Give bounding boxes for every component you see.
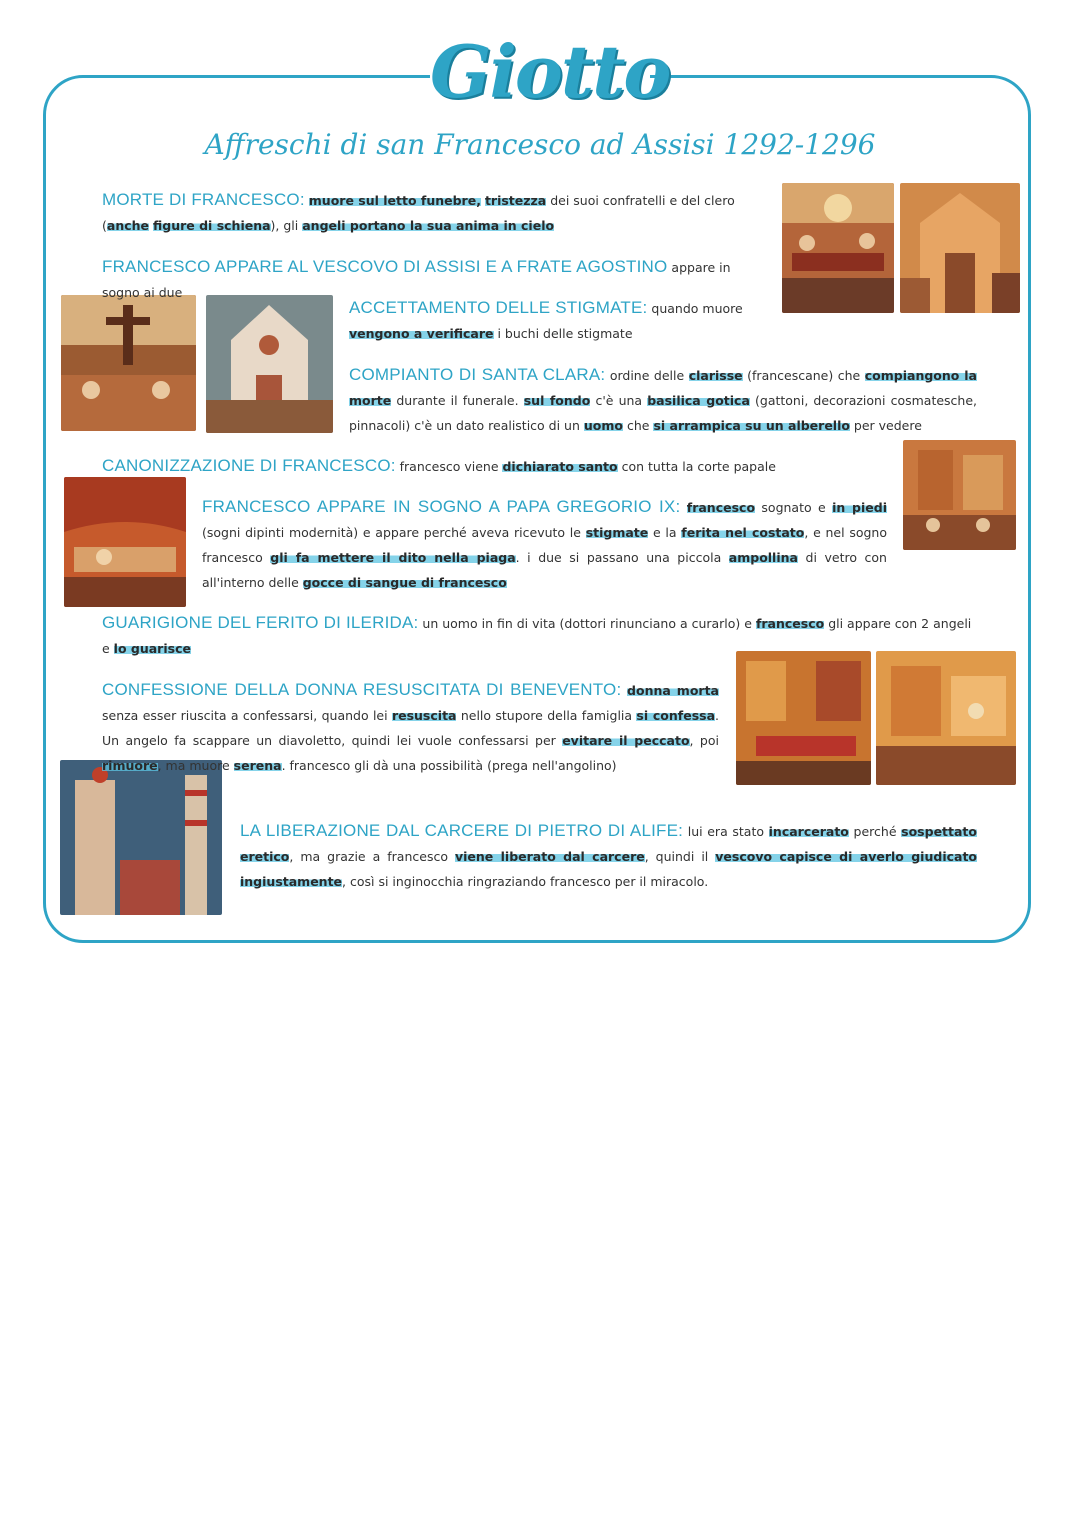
text: con tutta la corte papale	[617, 459, 776, 474]
text: e la	[648, 525, 682, 540]
text: durante il funerale.	[391, 393, 524, 408]
highlight: gli fa mettere il dito nella piaga	[270, 550, 516, 565]
text: ordine delle	[605, 368, 689, 383]
text: , ma muore	[157, 758, 234, 773]
fresco-liberazione-image	[60, 760, 222, 915]
text: c'è una	[590, 393, 648, 408]
text: , così si inginocchia ringraziando francesco per il miracolo.	[342, 874, 709, 889]
highlight: gocce di sangue di francesco	[302, 575, 507, 590]
highlight: dichiarato santo	[502, 459, 618, 474]
highlight: francesco	[686, 500, 756, 515]
highlight: stigmate	[585, 525, 649, 540]
text: , poi	[689, 733, 719, 748]
highlight: figure di schiena	[153, 218, 271, 233]
text: ), gli	[270, 218, 303, 233]
fresco-confessione-image	[876, 651, 1016, 785]
section-confessione	[102, 677, 719, 778]
fresco-clara-image	[206, 295, 333, 433]
heading-liberazione: LA LIBERAZIONE DAL CARCERE DI PIETRO DI ALIFE:	[240, 821, 684, 840]
highlight: angeli portano la sua anima in cielo	[302, 218, 555, 233]
text: perché	[848, 824, 902, 839]
text: . i due si passano una piccola	[515, 550, 729, 565]
fresco-canonizzazione-image	[903, 440, 1016, 550]
text: , ma grazie a francesco	[289, 849, 455, 864]
text: (gattoni, decorazioni cosmatesche, pinnacoli) c'è un dato realistico di un	[349, 393, 978, 433]
highlight: compiangono la morte	[349, 368, 977, 408]
highlight: francesco	[755, 616, 825, 631]
highlight: basilica gotica	[647, 393, 750, 408]
text: francesco viene	[395, 459, 503, 474]
highlight: evitare il peccato	[562, 733, 690, 748]
text: per vedere	[849, 418, 922, 433]
text: appare in sogno ai due	[102, 260, 731, 300]
highlight: anche	[106, 218, 150, 233]
text: (francescane) che	[742, 368, 865, 383]
text: . francesco gli dà una possibilità (prega nell'angolino)	[281, 758, 617, 773]
heading-morte: MORTE DI FRANCESCO:	[102, 190, 305, 209]
highlight: resuscita	[391, 708, 457, 723]
text: quando muore	[647, 301, 743, 316]
heading-guarigione: GUARIGIONE DEL FERITO DI ILERIDA:	[102, 613, 419, 632]
text	[680, 500, 686, 515]
section-morte	[102, 187, 772, 238]
text: gli appare con 2 angeli e	[102, 616, 972, 656]
section-clara	[349, 362, 977, 438]
fresco-vescovo-image	[900, 183, 1020, 313]
fresco-morte-image	[782, 183, 894, 313]
text: , e nel sogno francesco	[202, 525, 887, 565]
text: nello stupore della famiglia	[456, 708, 637, 723]
heading-confessione: CONFESSIONE DELLA DONNA RESUSCITATA DI BENEVENTO:	[102, 680, 622, 699]
page-title: Giotto	[430, 29, 670, 114]
highlight: serena	[233, 758, 282, 773]
highlight: sospettato eretico	[240, 824, 977, 864]
highlight: si confessa	[636, 708, 716, 723]
text: (sogni dipinti modernità) e appare perché aveva ricevuto le	[202, 525, 586, 540]
text: senza esser riuscita a confessarsi, quando lei	[102, 708, 392, 723]
highlight: lo guarisce	[113, 641, 191, 656]
fresco-guarigione-image	[736, 651, 871, 785]
section-stigmate	[349, 295, 774, 346]
text: lui era stato	[683, 824, 769, 839]
text: . Un angelo fa scappare un diavoletto, quindi lei vuole confessarsi per	[102, 708, 719, 748]
text: dei suoi confratelli e del clero (	[102, 193, 735, 233]
page-subtitle: Affreschi di san Francesco ad Assisi 1292-1296	[204, 128, 876, 161]
highlight: tristezza	[484, 193, 547, 208]
text: , quindi il	[644, 849, 716, 864]
highlight: uomo	[583, 418, 623, 433]
section-gregorio	[202, 494, 887, 595]
section-canonizzazione	[102, 453, 892, 479]
text: i buchi delle stigmate	[493, 326, 633, 341]
section-liberazione	[240, 818, 977, 894]
heading-stigmate: ACCETTAMENTO DELLE STIGMATE:	[349, 298, 648, 317]
highlight: ferita nel costato	[681, 525, 805, 540]
highlight: rimuore	[102, 758, 158, 773]
fresco-stigmate-image	[61, 295, 196, 431]
highlight: donna morta	[627, 683, 719, 698]
highlight: si arrampica su un alberello	[653, 418, 850, 433]
title-wrap	[430, 22, 670, 132]
highlight: sul fondo	[523, 393, 591, 408]
highlight: muore sul letto funebre,	[308, 193, 481, 208]
highlight: vescovo capisce di averlo giudicato ingiustamente	[240, 849, 978, 889]
highlight: vengono a verificare	[349, 326, 494, 341]
highlight: in piedi	[832, 500, 887, 515]
highlight: ampollina	[728, 550, 798, 565]
section-guarigione	[102, 610, 982, 661]
heading-clara: COMPIANTO DI SANTA CLARA:	[349, 365, 606, 384]
heading-gregorio: FRANCESCO APPARE IN SOGNO A PAPA GREGORIO IX:	[202, 497, 681, 516]
highlight: clarisse	[688, 368, 743, 383]
text: che	[623, 418, 654, 433]
highlight: incarcerato	[768, 824, 849, 839]
text: sognato e	[755, 500, 833, 515]
text: un uomo in fin di vita (dottori rinunciano a curarlo) e	[418, 616, 756, 631]
heading-appare-vescovo: FRANCESCO APPARE AL VESCOVO DI ASSISI E A FRATE AGOSTINO	[102, 257, 668, 276]
highlight: viene liberato dal carcere	[454, 849, 645, 864]
fresco-gregorio-image	[64, 477, 186, 607]
heading-canonizzazione: CANONIZZAZIONE DI FRANCESCO:	[102, 456, 396, 475]
text: di vetro con all'interno delle	[202, 550, 887, 590]
